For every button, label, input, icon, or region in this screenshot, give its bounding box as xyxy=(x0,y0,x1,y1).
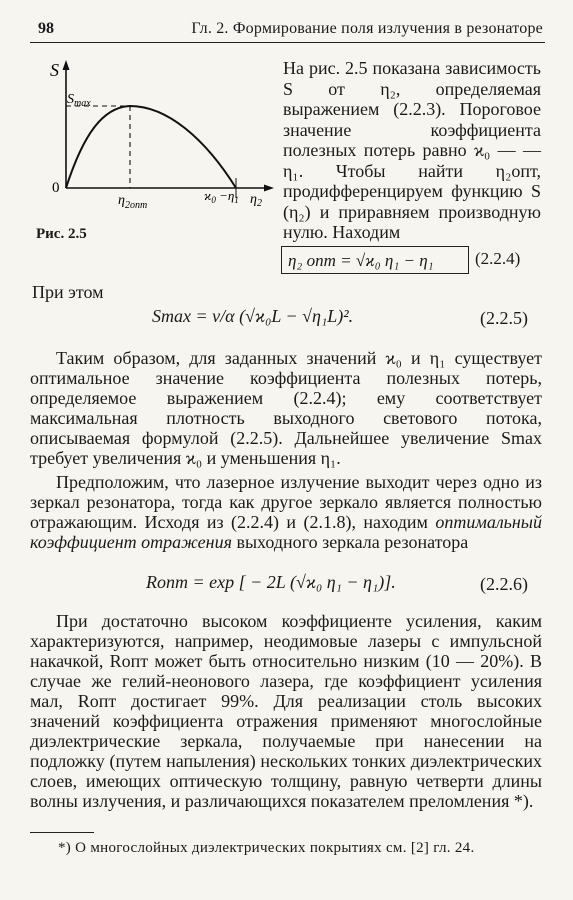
side-paragraph: На рис. 2.5 показана зависимость S от η₂, определяемая выражением (2.2.3). Пороговое значение коэффициента полезных потерь равно ϰ₀ — —η₁. Чтобы найти η₂опт, продифференцируем функцию S (η₂) и приравняем производную нулю. Находим xyxy=(283,58,541,242)
page-header xyxy=(30,16,543,42)
figure-2-5 xyxy=(36,56,276,246)
paragraph-2-part-a: Предположим, что лазерное излучение выходит через одно из зеркал резонатора, тогда как другое зеркало является полностью отражающим. Исходя из (2.2.4) и (2.1.8), находим xyxy=(30,472,542,532)
equation-number-2-2-4: (2.2.4) xyxy=(475,249,521,268)
paragraph-2-emphasis: оптимальный коэффициент отражения xyxy=(30,512,542,552)
figure-plot xyxy=(36,56,276,246)
origin-label: 0 xyxy=(52,180,60,196)
figure-caption: Рис. 2.5 xyxy=(36,226,87,242)
paragraph-1: Таким образом, для заданных значений ϰ₀ и η₁ существует оптимальное значение коэффициента полезных потерь, определяемое выражением (2.2.4); ему соответствует максимальная плотность выходного светового потока, описываемая формулой (2.2.5). Дальнейшее увеличение Smax требует увеличения ϰ₀ и уменьшения η₁. xyxy=(30,348,542,468)
pri-etom-text: При этом xyxy=(32,282,104,302)
running-title: Гл. 2. Формирование поля излучения в резонаторе xyxy=(191,20,543,37)
equation-2-2-5: Smax = v/α (√ϰ₀L − √η₁L)². xyxy=(152,306,354,326)
s-curve xyxy=(66,106,236,188)
kappa0-eta1-label: $ϰ_0 -\eta_1$ xyxy=(204,188,239,205)
equation-number-2-2-5: (2.2.5) xyxy=(480,308,528,328)
footnote: *) О многослойных диэлектрических покрытиях см. [2] гл. 24. xyxy=(58,840,475,856)
x-axis-arrow xyxy=(264,185,274,192)
paragraph-2 xyxy=(30,472,542,552)
equation-2-2-6: Rопт = exp [ − 2L (√ϰ₀ η₁ − η₁)]. xyxy=(146,572,396,592)
paragraph-3: При достаточно высоком коэффициенте усиления, каким характеризуются, например, неодимовые лазеры с импульсной накачкой, Rопт может быть относительно низким (10 — 20%). В случае же гелий-неонового лазера, где коэффициент усиления мал, Rопт достигает 99%. Для реализации столь высоких значений коэффициента отражения применяют многослойные диэлектрические зеркала, получаемые при нанесении на подложку (путем напыления) нескольких тонких диэлектрических слоев, имеющих оптическую толщину, равную четверти длины волны излучения, и различающихся показателем преломления *). xyxy=(30,611,542,811)
y-axis-arrow xyxy=(63,60,70,70)
paragraph-2-part-b: выходного зеркала резонатора xyxy=(231,532,469,552)
eta2-axis-label: $\eta_2$ xyxy=(250,192,262,209)
equation-2-2-4: η₂ опт = √ϰ₀ η₁ − η₁ xyxy=(281,246,469,274)
header-rule xyxy=(30,42,545,43)
y-axis-label: S xyxy=(50,60,59,80)
smax-label: $S_{max}$ xyxy=(67,92,91,109)
equation-number-2-2-6: (2.2.6) xyxy=(480,574,528,594)
footnote-rule xyxy=(30,832,94,833)
page-number: 98 xyxy=(38,20,54,37)
eta2opt-label: $\eta_{2опт}$ xyxy=(118,193,148,211)
